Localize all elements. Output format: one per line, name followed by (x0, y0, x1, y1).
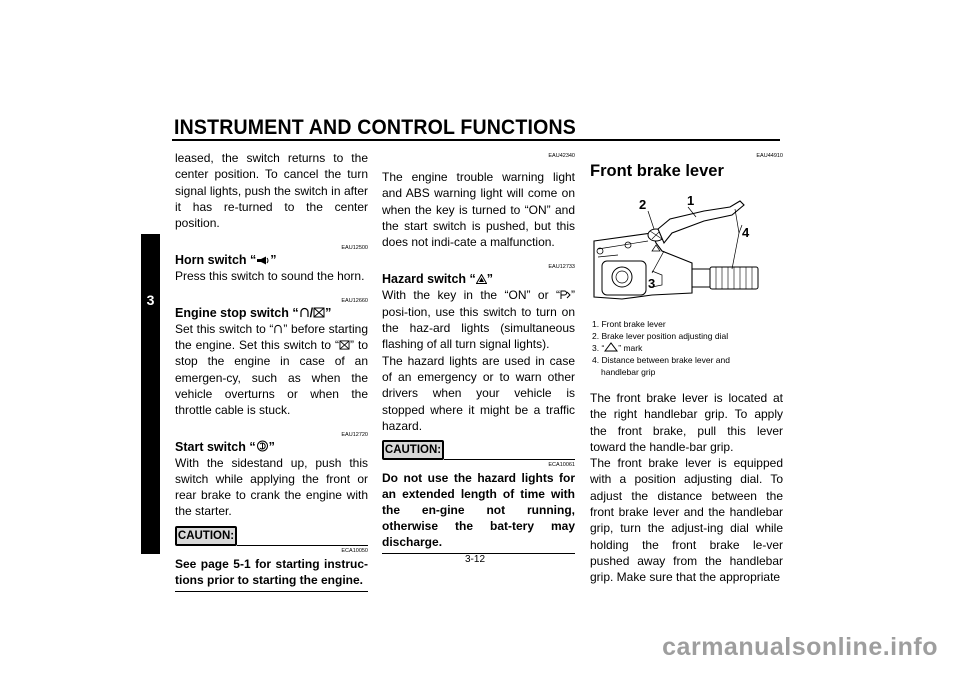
callout-4: 4 (742, 225, 750, 240)
column-3 (590, 150, 783, 586)
engine-stop-heading-close: ” (325, 305, 332, 320)
start-heading-text: Start switch “ (175, 439, 256, 454)
caution-end-rule (175, 591, 368, 592)
engine-stop-body-2: ” before starting the engine. Set this switch to “ (175, 321, 368, 353)
caution-box (382, 440, 444, 460)
section-code: EAU12660 (341, 297, 368, 304)
hazard-body-1: With the key in the “ON” or “ (382, 288, 560, 303)
trouble-light-body: The engine trouble warning light and ABS warning light will come on when the key is turned to “ON” and the start switch is pushed, but this does not indi-cate a malfunction. (382, 170, 575, 250)
figure-legend (592, 318, 783, 378)
horn-icon (256, 256, 270, 265)
legend-item: 4. Distance between brake lever and (592, 355, 730, 365)
horn-heading-close: ” (270, 253, 277, 268)
stop-icon (339, 340, 350, 350)
caution-code: ECA10050 (341, 547, 368, 554)
engine-stop-body-3: ” to stop the engine in case of an emergen-cy, such as when the vehicle overturns or when the throttle cable is stuck. (175, 338, 368, 418)
page-title: INSTRUMENT AND CONTROL FUNCTIONS (174, 116, 576, 139)
page-number: 3-12 (465, 554, 486, 565)
engine-stop-heading-sep: / (309, 305, 314, 320)
legend-item-3-close: ” mark (618, 343, 643, 353)
column-1 (175, 150, 368, 592)
caution-rule (444, 459, 575, 460)
front-brake-title: Front brake lever (590, 162, 724, 180)
chapter-tab (141, 234, 160, 554)
section-code: EAU12720 (341, 431, 368, 438)
engine-stop-body-1: Set this switch to “ (175, 321, 274, 336)
hazard-body-use: The hazard lights are used in case of an emergency or to warn other drivers when your vehicle is stopped where it might be a traffic hazard. (382, 353, 575, 433)
brake-lever-illustration (592, 189, 762, 302)
caution-banner (382, 440, 575, 469)
legend-item-continued: handlebar grip (601, 367, 656, 377)
caution-label: CAUTION: (384, 444, 442, 457)
start-body: With the sidestand up, push this switch while applying the front or rear brake to crank the engine with the starter. (175, 455, 368, 519)
section-code: EAU12500 (341, 245, 368, 252)
hazard-heading-text: Hazard switch “ (382, 272, 476, 287)
hazard-body (382, 287, 575, 352)
callout-3: 3 (648, 276, 656, 291)
legend-item (592, 342, 783, 354)
legend-item-3-open: 3. “ (592, 343, 605, 353)
brake-lever-body-2: The front brake lever is equipped with a position adjusting dial. To adjust the distance between the front brake lever and the handlebar grip, turn the adjust-ing dial while holding the front brake le-ver pushed away from the handlebar grip. Make sure that the appropriate (590, 456, 783, 585)
run-icon (299, 307, 310, 318)
hazard-icon (476, 274, 487, 284)
run-icon (273, 324, 283, 334)
caution-label: CAUTION: (177, 529, 235, 542)
horn-heading-text: Horn switch “ (175, 253, 257, 268)
start-heading-close: ” (268, 439, 275, 454)
caution-text: Do not use the hazard lights for an extended length of time with the en-gine not running, otherwise the bat-tery may discharge. (382, 471, 575, 550)
section-code: EAU42340 (548, 153, 575, 159)
legend-item: 1. Front brake lever (592, 319, 666, 329)
column-2 (382, 150, 575, 554)
caution-code: ECA10061 (548, 462, 575, 469)
starter-icon (256, 440, 269, 452)
hazard-body-2: ” posi-tion, use this switch to turn on the haz-ard lights (simultaneous flashing of all turn signal lights). (382, 288, 575, 352)
section-code: EAU44910 (756, 153, 783, 159)
engine-stop-body (175, 321, 368, 419)
caution-banner (175, 526, 368, 554)
section-code: EAU12733 (548, 264, 575, 271)
engine-stop-heading (175, 305, 368, 321)
callout-1: 1 (687, 193, 695, 208)
brake-lever-body-1: The front brake lever is located at the right handlebar grip. To apply the front brake, pull this lever toward the handle-bar grip. (590, 391, 783, 454)
caution-text: See page 5-1 for starting instruc-tions prior to starting the engine. (175, 556, 368, 587)
hazard-heading (382, 271, 575, 287)
engine-stop-heading-text: Engine stop switch “ (175, 305, 299, 320)
hazard-heading-close: ” (486, 272, 494, 287)
turn-signal-paragraph: leased, the switch returns to the center position. To cancel the turn signal lights, push the switch in after it has re-turned to the center position. (175, 151, 368, 231)
caution-box (175, 526, 237, 546)
horn-heading (175, 252, 368, 268)
start-heading (175, 439, 368, 455)
triangle-mark-icon (604, 342, 618, 352)
callout-2: 2 (639, 197, 647, 212)
header-rule (172, 139, 780, 141)
legend-item: 2. Brake lever position adjusting dial (592, 331, 729, 341)
watermark: carmanualsonline.info (662, 633, 938, 661)
stop-icon (313, 307, 325, 318)
parking-key-icon (560, 290, 571, 300)
brake-lever-drawing (592, 189, 762, 302)
caution-rule (237, 545, 368, 546)
horn-body: Press this switch to sound the horn. (175, 269, 365, 284)
chapter-tab-label: 3 (146, 292, 155, 308)
